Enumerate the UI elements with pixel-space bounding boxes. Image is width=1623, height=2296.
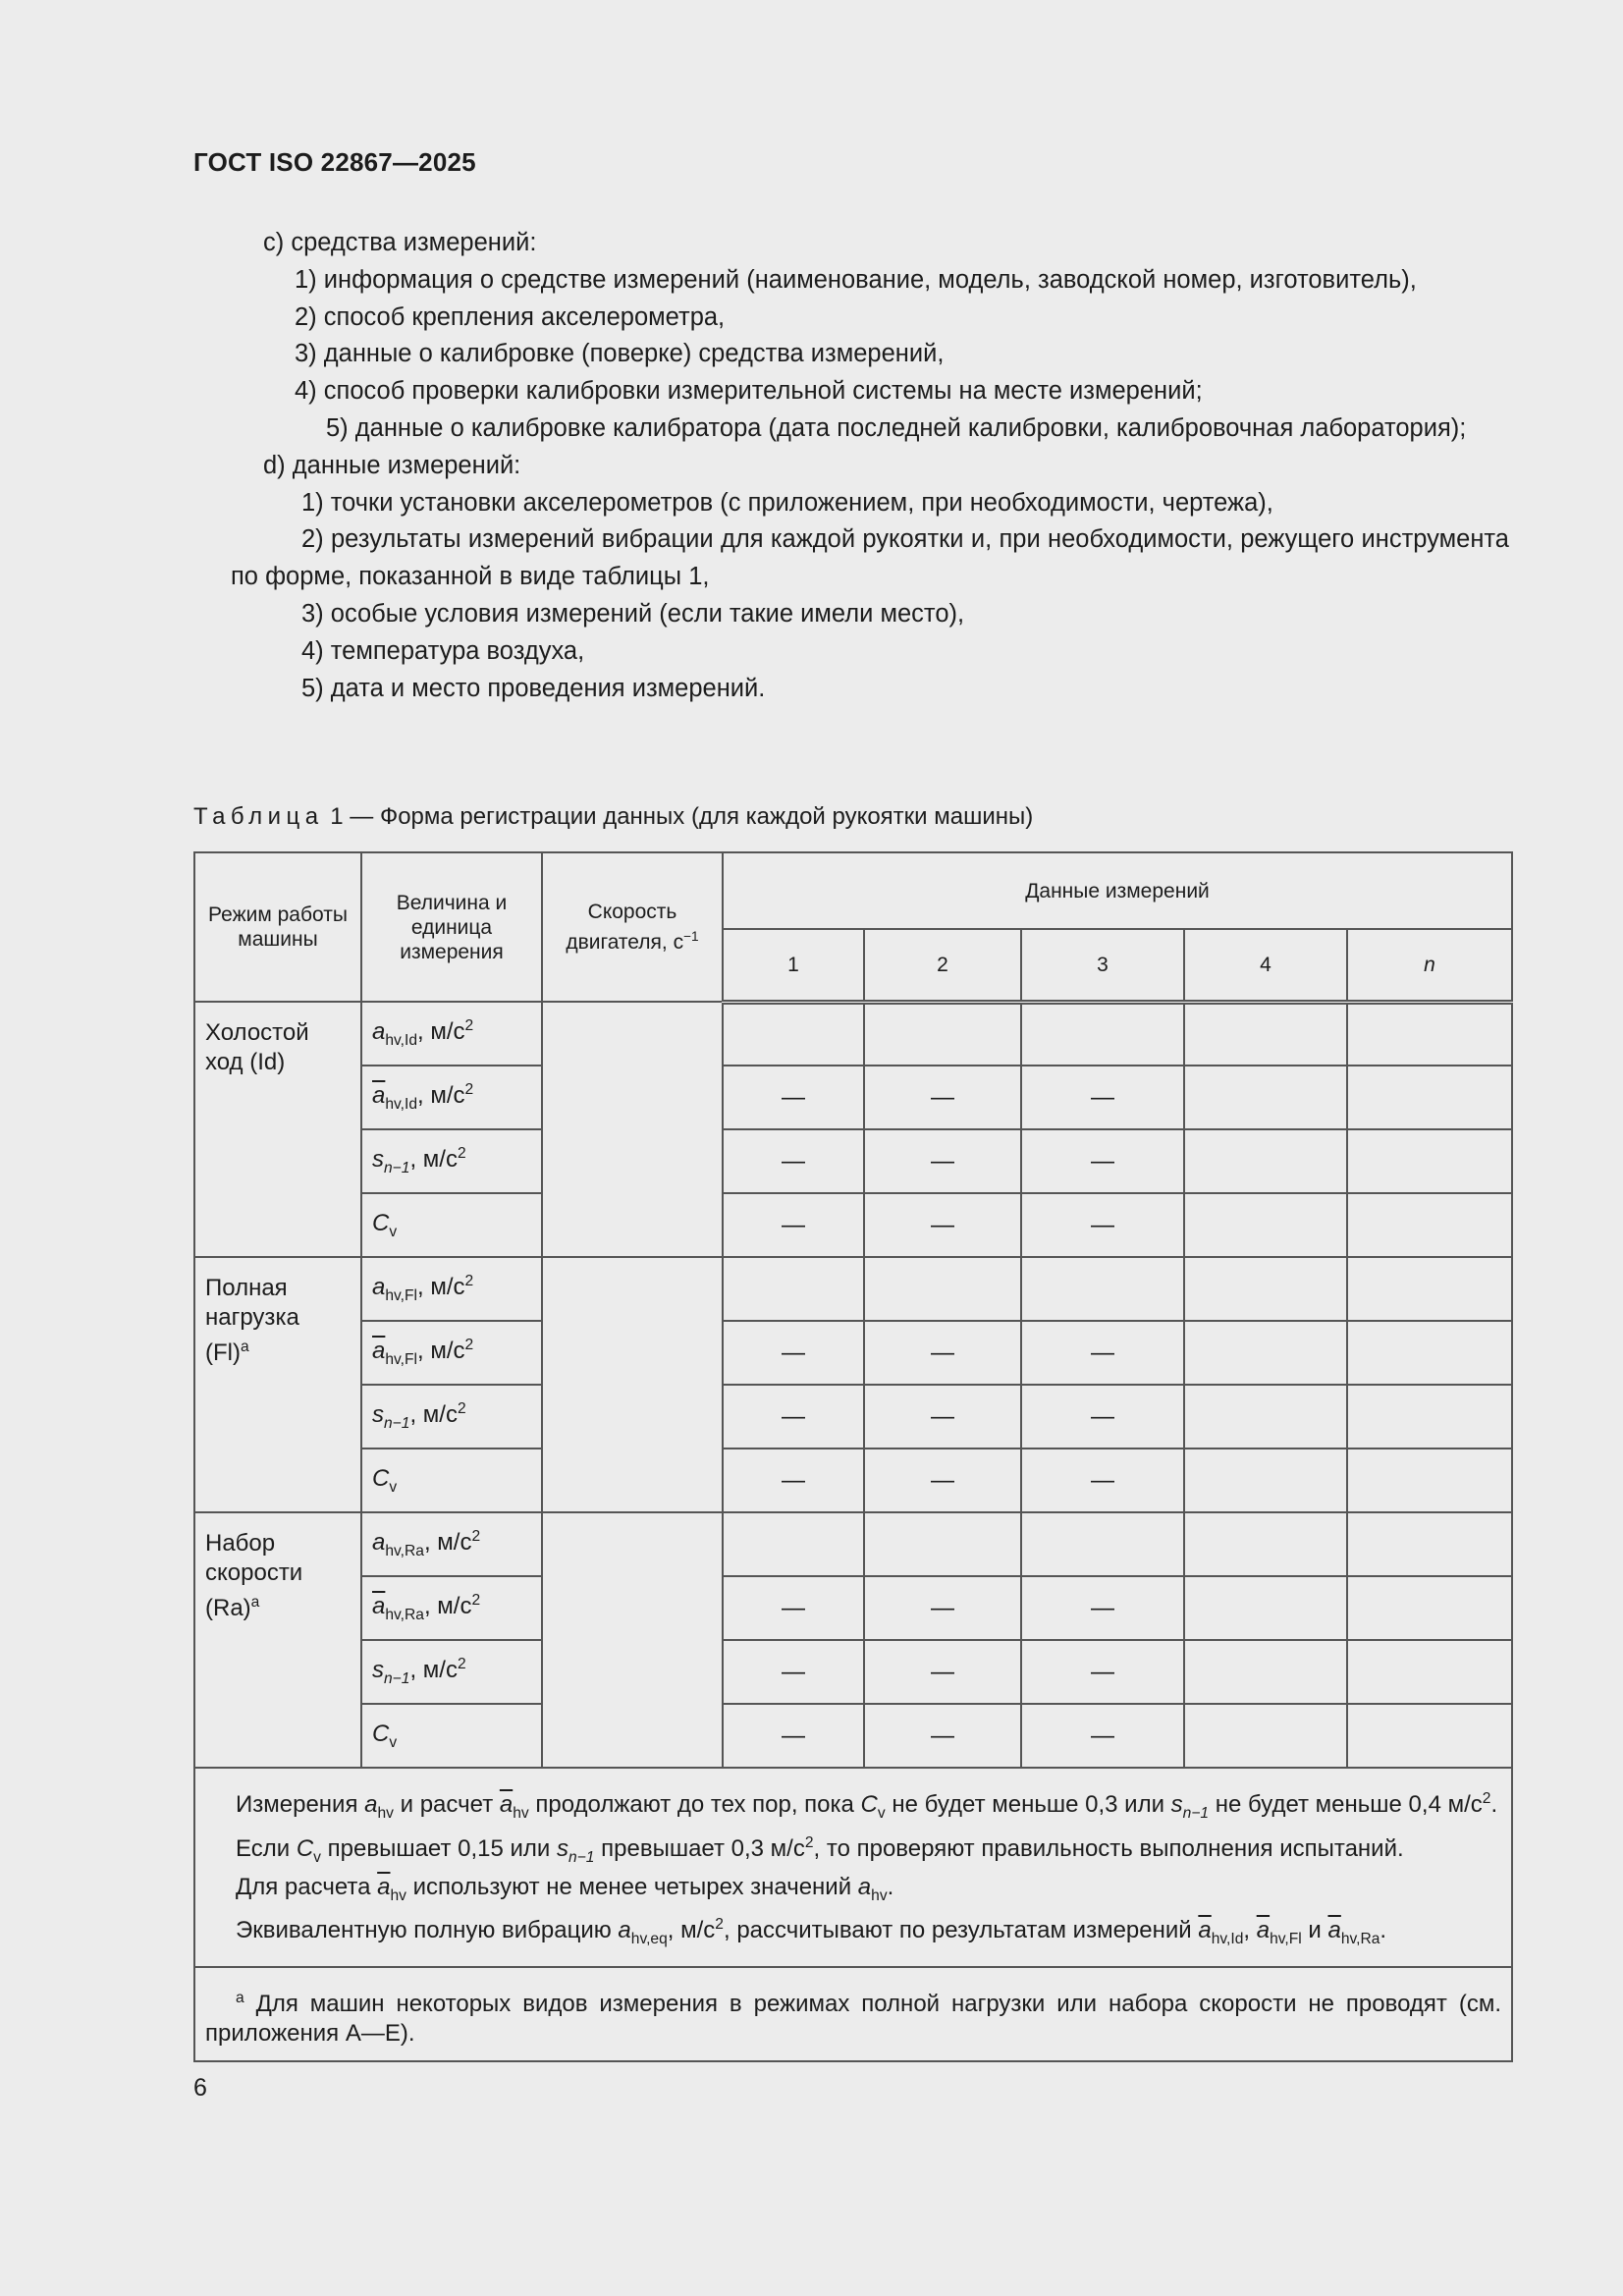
dash-cell: — (723, 1640, 864, 1704)
note-3: Для расчета $\overline{a}_{hv}$ используют не менее четырех значений $a_{hv}$. (236, 1873, 894, 1904)
dash-cell: — (723, 1066, 864, 1129)
dash-cell: — (864, 1193, 1021, 1257)
dash-cell: — (1021, 1321, 1184, 1385)
value-cell (1347, 1066, 1512, 1129)
dash-cell: — (864, 1449, 1021, 1512)
qty-abar-full-load: $\overline{a}_{hv,Fl}$, $м/с^2$ (361, 1321, 542, 1385)
value-cell (723, 1512, 864, 1576)
mode-full-load: Полная нагрузка $(Fl)^а$ (194, 1257, 361, 1512)
list-item-c3: 3) данные о калибровке (поверке) средства измерений, (295, 340, 945, 368)
value-cell (1184, 1512, 1347, 1576)
header-measurements: Данные измерений (723, 852, 1512, 929)
list-item-c1: 1) информация о средстве измерений (наименование, модель, заводской номер, изготовитель), (295, 265, 1417, 294)
value-cell (1184, 1385, 1347, 1449)
speed-cell-idle (542, 1002, 723, 1257)
value-cell (1021, 1257, 1184, 1321)
speed-cell-racing (542, 1512, 723, 1768)
qty-cv-racing: $C_v$ (361, 1704, 542, 1768)
value-cell (1347, 1576, 1512, 1640)
list-item-c4: 4) способ проверки калибровки измерительной системы на месте измерений; (295, 377, 1203, 406)
data-registration-table (193, 851, 1513, 2062)
value-cell (1184, 1576, 1347, 1640)
list-item-c5: 5) данные о калибровке калибратора (дата последней калибровки, калибровочная лаборатория); (326, 413, 1467, 442)
note-1: Измерения $a_{hv}$ и расчет $\overline{a}_{hv}$ продолжают до тех пор, пока $C_v$ не будет меньше 0,3 или $s_{n-1}$ не будет меньше 0,4 $м/с^2$. (236, 1790, 1498, 1822)
dash-cell: — (864, 1066, 1021, 1129)
dash-cell: — (723, 1129, 864, 1193)
value-cell (1184, 1704, 1347, 1768)
value-cell (1184, 1066, 1347, 1129)
dash-cell: — (1021, 1576, 1184, 1640)
speed-cell-full-load (542, 1257, 723, 1512)
note-4: Эквивалентную полную вибрацию $a_{hv,eq}$, $м/с^2$, рассчитывают по результатам измерений $\overline{a}_{hv,Id}$, $\overline{a}_{hv,Fl}$ и $\overline{a}_{hv,Ra}$. (236, 1916, 1387, 1948)
table-footnote (194, 1967, 1512, 2061)
dash-cell: — (723, 1704, 864, 1768)
value-cell (864, 1512, 1021, 1576)
value-cell (864, 1002, 1021, 1066)
dash-cell: — (864, 1385, 1021, 1449)
header-col-3: 3 (1021, 929, 1184, 1002)
value-cell (1347, 1193, 1512, 1257)
dash-cell: — (1021, 1640, 1184, 1704)
dash-cell: — (1021, 1193, 1184, 1257)
qty-cv-idle: $C_v$ (361, 1193, 542, 1257)
page-number: 6 (193, 2074, 207, 2102)
value-cell (1347, 1704, 1512, 1768)
dash-cell: — (723, 1193, 864, 1257)
value-cell (1347, 1129, 1512, 1193)
list-item-d4: 4) температура воздуха, (301, 636, 585, 665)
dash-cell: — (723, 1321, 864, 1385)
dash-cell: — (1021, 1704, 1184, 1768)
mode-racing: Набор скорости $(Ra)^а$ (194, 1512, 361, 1768)
footnote-mark: а (236, 1990, 244, 2007)
mode-idle: Холостой ход (Id) (194, 1002, 361, 1257)
qty-s-full-load: $s_{n-1}$, $м/с^2$ (361, 1385, 542, 1449)
header-col-2: 2 (864, 929, 1021, 1002)
dash-cell: — (1021, 1066, 1184, 1129)
qty-a-racing: $a_{hv,Ra}$, $м/с^2$ (361, 1512, 542, 1576)
document-header: ГОСТ ISO 22867—2025 (193, 147, 476, 177)
list-item-d2: 2) результаты измерений вибрации для каждой рукоятки и, при необходимости, режущего инструмента по форме, показанной в виде таблицы 1, (231, 525, 1509, 591)
value-cell (723, 1002, 864, 1066)
body-text (193, 225, 1509, 707)
list-item-c: c) средства измерений: (263, 229, 537, 256)
dash-cell: — (864, 1321, 1021, 1385)
qty-a-full-load: $a_{hv,Fl}$, $м/с^2$ (361, 1257, 542, 1321)
value-cell (1021, 1512, 1184, 1576)
qty-s-idle: $s_{n-1}$, $м/с^2$ (361, 1129, 542, 1193)
qty-s-racing: $s_{n-1}$, $м/с^2$ (361, 1640, 542, 1704)
header-mode: Режим работы машины (194, 852, 361, 1002)
dash-cell: — (864, 1704, 1021, 1768)
qty-a-idle: $a_{hv,Id}$, $м/с^2$ (361, 1002, 542, 1066)
value-cell (1347, 1640, 1512, 1704)
dash-cell: — (1021, 1449, 1184, 1512)
dash-cell: — (723, 1576, 864, 1640)
value-cell (1184, 1640, 1347, 1704)
value-cell (1347, 1257, 1512, 1321)
value-cell (1184, 1193, 1347, 1257)
header-col-1: 1 (723, 929, 864, 1002)
dash-cell: — (1021, 1129, 1184, 1193)
value-cell (1184, 1257, 1347, 1321)
table-caption: Таблица 1 — Форма регистрации данных (для каждой рукоятки машины) (193, 803, 1034, 830)
dash-cell: — (864, 1129, 1021, 1193)
list-item-d3: 3) особые условия измерений (если такие имели место), (301, 599, 965, 628)
qty-abar-idle: $\overline{a}_{hv,Id}$, $м/с^2$ (361, 1066, 542, 1129)
header-col-4: 4 (1184, 929, 1347, 1002)
list-item-d1: 1) точки установки акселерометров (с приложением, при необходимости, чертежа), (301, 488, 1273, 517)
list-item-d: d) данные измерений: (263, 451, 521, 479)
dash-cell: — (723, 1449, 864, 1512)
value-cell (1347, 1002, 1512, 1066)
value-cell (1184, 1321, 1347, 1385)
dash-cell: — (864, 1576, 1021, 1640)
dash-cell: — (864, 1640, 1021, 1704)
header-speed: Скорость двигателя, $с^{-1}$ (542, 852, 723, 1002)
value-cell (1184, 1449, 1347, 1512)
value-cell (1184, 1002, 1347, 1066)
value-cell (1347, 1512, 1512, 1576)
value-cell (864, 1257, 1021, 1321)
value-cell (1347, 1321, 1512, 1385)
value-cell (1184, 1129, 1347, 1193)
dash-cell: — (1021, 1385, 1184, 1449)
note-2: Если $C_v$ превышает 0,15 или $s_{n-1}$ превышает 0,3 $м/с^2$, то проверяют правильность выполнения испытаний. (236, 1833, 1404, 1866)
footnote-text: Для машин некоторых видов измерения в режимах полной нагрузки или набора скорости не проводят (см. приложения А—Е). (205, 1991, 1501, 2048)
value-cell (1347, 1449, 1512, 1512)
table-notes (194, 1768, 1512, 1967)
qty-cv-full-load: $C_v$ (361, 1449, 542, 1512)
value-cell (1347, 1385, 1512, 1449)
list-item-d5: 5) дата и место проведения измерений. (301, 674, 766, 702)
dash-cell: — (723, 1385, 864, 1449)
qty-abar-racing: $\overline{a}_{hv,Ra}$, $м/с^2$ (361, 1576, 542, 1640)
header-col-n: n (1347, 929, 1512, 1002)
value-cell (1021, 1002, 1184, 1066)
list-item-c2: 2) способ крепления акселерометра, (295, 302, 726, 331)
value-cell (723, 1257, 864, 1321)
header-quantity: Величина и единица измерения (361, 852, 542, 1002)
